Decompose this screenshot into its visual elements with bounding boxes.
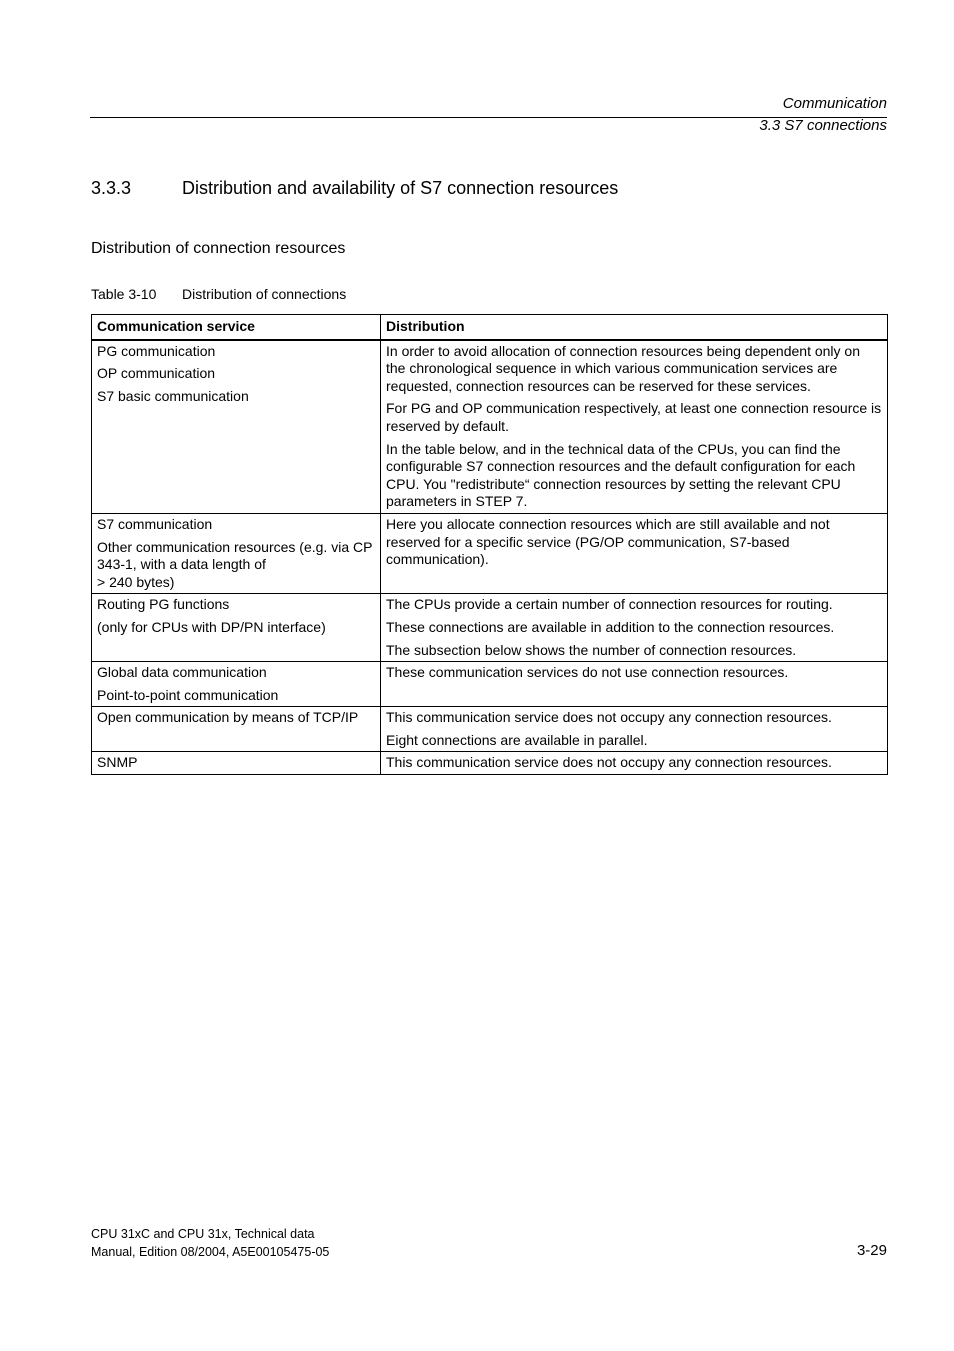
footer-title: CPU 31xC and CPU 31x, Technical data (91, 1227, 315, 1241)
table-caption-label: Table 3-10 (91, 286, 157, 302)
distribution-paragraph: In the table below, and in the technical data of the CPUs, you can find the configurable S7 connection resources and the default configuration for each CPU. You "redistribute“ connection resources by setting the relevant CPU parameters in STEP 7. (386, 440, 856, 510)
distribution-cell (381, 340, 888, 514)
distribution-cell (381, 707, 888, 752)
service-entry: S7 basic communication (97, 387, 249, 404)
distribution-cell (381, 513, 888, 593)
distribution-cell (381, 594, 888, 662)
distribution-paragraph: This communication service does not occupy any connection resources. (386, 709, 832, 726)
table-row (92, 340, 888, 514)
distribution-table (91, 314, 888, 775)
column-header-service: Communication service (92, 315, 381, 340)
table-body (92, 340, 888, 775)
service-entry: S7 communication (97, 515, 213, 532)
distribution-paragraph: In order to avoid allocation of connection resources being dependent only on the chronological sequence in which various communication services are requested, connection resources can be reserved for these services. (386, 342, 860, 394)
table-row (92, 662, 888, 707)
subsection-title: Distribution of connection resources (91, 240, 346, 257)
distribution-paragraph: Eight connections are available in parallel. (386, 731, 648, 748)
table-row (92, 707, 888, 752)
footer-edition: Manual, Edition 08/2004, A5E00105475-05 (91, 1245, 330, 1259)
distribution-cell (381, 662, 888, 707)
service-entry: Other communication resources (e.g. via CP 343-1, with a data length of > 240 bytes) (97, 538, 373, 590)
table-row (92, 513, 888, 593)
column-header-distribution: Distribution (381, 315, 888, 340)
service-entry: SNMP (97, 754, 138, 771)
distribution-paragraph: For PG and OP communication respectively, at least one connection resource is reserved by default. (386, 400, 882, 434)
table-row (92, 752, 888, 775)
page-number: 3-29 (856, 1242, 887, 1259)
distribution-cell (381, 752, 888, 775)
service-entry: Routing PG functions (97, 596, 230, 613)
distribution-paragraph: These connections are available in addition to the connection resources. (386, 618, 835, 635)
service-cell (92, 513, 381, 593)
service-entry: (only for CPUs with DP/PN interface) (97, 618, 326, 635)
table-row (92, 594, 888, 662)
header-section: 3.3 S7 connections (759, 117, 887, 134)
service-cell (92, 752, 381, 775)
table-caption-text: Distribution of connections (182, 286, 347, 302)
section-title: Distribution and availability of S7 connection resources (182, 178, 619, 198)
distribution-paragraph: Here you allocate connection resources which are still available and not reserved for a specific service (PG/OP communication, S7-based communication). (386, 515, 830, 568)
service-cell (92, 594, 381, 662)
distribution-paragraph: The subsection below shows the number of connection resources. (386, 641, 797, 658)
service-entry: PG communication (97, 342, 216, 359)
table-header-row (92, 315, 888, 340)
header-chapter: Communication (782, 95, 887, 112)
service-cell (92, 340, 381, 514)
distribution-paragraph: These communication services do not use connection resources. (386, 664, 789, 681)
service-entry: Point-to-point communication (97, 686, 279, 703)
service-entry: Open communication by means of TCP/IP (97, 709, 359, 726)
distribution-paragraph: This communication service does not occupy any connection resources. (386, 754, 832, 771)
distribution-paragraph: The CPUs provide a certain number of connection resources for routing. (386, 596, 833, 613)
service-cell (92, 707, 381, 752)
section-number: 3.3.3 (91, 178, 132, 198)
service-cell (92, 662, 381, 707)
service-entry: Global data communication (97, 664, 267, 681)
service-entry: OP communication (97, 365, 216, 382)
